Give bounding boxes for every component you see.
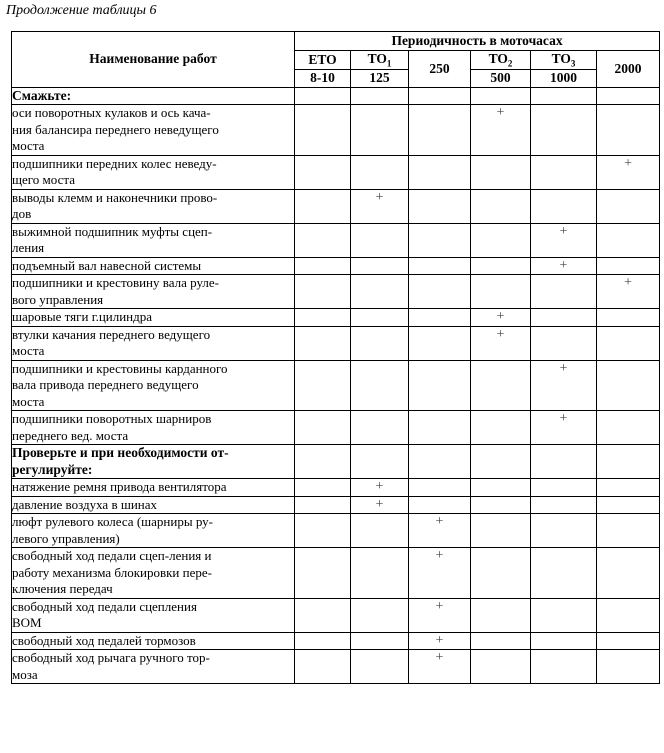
empty-cell <box>295 514 351 548</box>
work-name <box>12 360 295 411</box>
work-name-line: моста <box>12 343 45 359</box>
work-name <box>12 155 295 189</box>
mark-cell-plus: + <box>409 514 471 548</box>
empty-cell <box>471 598 531 632</box>
work-name-line: свободный ход педалей тормозов <box>12 632 196 648</box>
work-name <box>12 326 295 360</box>
mark-cell-plus: + <box>351 189 409 223</box>
empty-cell <box>351 309 409 327</box>
empty-cell <box>471 445 531 479</box>
work-name-line: свободный ход педали сцеп-ления и <box>12 548 212 564</box>
work-name <box>12 650 295 684</box>
table-row <box>12 275 660 309</box>
empty-cell <box>351 632 409 650</box>
header-col-eto: ЕТО <box>295 51 351 70</box>
empty-cell <box>597 189 660 223</box>
header-period-title: Периодичность в моточасах <box>295 32 660 51</box>
work-name-line: люфт рулевого колеса (шарниры ру- <box>12 514 213 530</box>
mark-cell-plus: + <box>597 275 660 309</box>
work-name-line: ния балансира переднего неведущего <box>12 121 219 137</box>
empty-cell <box>295 650 351 684</box>
empty-cell <box>295 257 351 275</box>
table-row <box>12 411 660 445</box>
header-col-2000: 2000 <box>597 51 660 88</box>
empty-cell <box>409 275 471 309</box>
empty-cell <box>471 479 531 497</box>
mark-cell-plus: + <box>409 548 471 599</box>
work-name-line: выводы клемм и наконечники прово- <box>12 189 218 205</box>
mark-cell-plus: + <box>531 360 597 411</box>
empty-cell <box>351 360 409 411</box>
table-row <box>12 257 660 275</box>
empty-cell <box>531 105 597 156</box>
header-col-to1: $ТО_1$ <box>351 51 409 70</box>
maintenance-table <box>11 31 660 684</box>
empty-cell <box>351 411 409 445</box>
empty-cell <box>471 189 531 223</box>
work-name-line: ления <box>12 240 45 256</box>
work-name-line: шаровые тяги г.цилиндра <box>12 309 153 325</box>
work-name <box>12 223 295 257</box>
empty-cell <box>597 445 660 479</box>
header-col-to1-hours: 125 <box>351 69 409 87</box>
empty-cell <box>471 548 531 599</box>
empty-cell <box>295 496 351 514</box>
empty-cell <box>409 189 471 223</box>
empty-cell <box>409 411 471 445</box>
work-name-line: подшипники передних колес неведу- <box>12 155 217 171</box>
table-body <box>12 87 660 684</box>
group-heading-line: Проверьте и при необходимости от- <box>12 445 229 461</box>
empty-cell <box>597 514 660 548</box>
empty-cell <box>409 87 471 105</box>
empty-cell <box>471 514 531 548</box>
work-name-line: ВОМ <box>12 615 42 631</box>
work-name-line: подшипники поворотных шарниров <box>12 411 212 427</box>
empty-cell <box>471 496 531 514</box>
empty-cell <box>351 223 409 257</box>
group-heading-line: Смажьте: <box>12 87 72 103</box>
work-name-line: вого управления <box>12 291 104 307</box>
empty-cell <box>531 548 597 599</box>
mark-cell-plus: + <box>351 496 409 514</box>
work-name <box>12 598 295 632</box>
empty-cell <box>531 326 597 360</box>
mark-cell-plus: + <box>531 257 597 275</box>
work-name-line: переднего вед. моста <box>12 427 129 443</box>
group-heading-line: регулируйте: <box>12 461 93 477</box>
work-name-line: моста <box>12 393 45 409</box>
work-name-line: подъемный вал навесной системы <box>12 257 202 273</box>
empty-cell <box>351 155 409 189</box>
header-col-eto-hours: 8-10 <box>295 69 351 87</box>
empty-cell <box>531 275 597 309</box>
empty-cell <box>409 155 471 189</box>
work-name <box>12 105 295 156</box>
empty-cell <box>597 548 660 599</box>
work-name-line: моста <box>12 138 45 154</box>
table-caption: Продолжение таблицы 6 <box>6 3 157 18</box>
header-name-col: Наименование работ <box>12 32 295 88</box>
empty-cell <box>295 632 351 650</box>
empty-cell <box>531 598 597 632</box>
empty-cell <box>597 598 660 632</box>
empty-cell <box>295 155 351 189</box>
empty-cell <box>295 223 351 257</box>
empty-cell <box>351 548 409 599</box>
empty-cell <box>295 479 351 497</box>
table-row <box>12 632 660 650</box>
table-row <box>12 650 660 684</box>
work-name <box>12 257 295 275</box>
work-name-line: вала привода переднего ведущего <box>12 377 199 393</box>
empty-cell <box>409 257 471 275</box>
work-name <box>12 309 295 327</box>
empty-cell <box>409 309 471 327</box>
empty-cell <box>471 360 531 411</box>
empty-cell <box>597 87 660 105</box>
header-col-to3: $ТО_3$ <box>531 51 597 70</box>
empty-cell <box>295 275 351 309</box>
empty-cell <box>351 650 409 684</box>
table-row <box>12 223 660 257</box>
empty-cell <box>531 155 597 189</box>
empty-cell <box>295 411 351 445</box>
empty-cell <box>409 496 471 514</box>
empty-cell <box>351 598 409 632</box>
empty-cell <box>295 309 351 327</box>
empty-cell <box>409 105 471 156</box>
empty-cell <box>531 514 597 548</box>
table-row <box>12 548 660 599</box>
mark-cell-plus: + <box>409 632 471 650</box>
work-name-line: моза <box>12 666 38 682</box>
table-row <box>12 514 660 548</box>
empty-cell <box>295 87 351 105</box>
mark-cell-plus: + <box>471 309 531 327</box>
empty-cell <box>597 309 660 327</box>
empty-cell <box>471 87 531 105</box>
mark-cell-plus: + <box>471 105 531 156</box>
work-name-line: подшипники и крестовину вала руле- <box>12 275 219 291</box>
work-name <box>12 189 295 223</box>
work-name <box>12 632 295 650</box>
empty-cell <box>351 87 409 105</box>
work-name-line: свободный ход педали сцепления <box>12 598 197 614</box>
table-row <box>12 479 660 497</box>
header-col-to2-hours: 500 <box>471 69 531 87</box>
mark-cell-plus: + <box>597 155 660 189</box>
work-name-line: оси поворотных кулаков и ось кача- <box>12 105 211 121</box>
empty-cell <box>597 223 660 257</box>
work-name <box>12 275 295 309</box>
empty-cell <box>351 275 409 309</box>
empty-cell <box>597 496 660 514</box>
empty-cell <box>531 309 597 327</box>
empty-cell <box>351 257 409 275</box>
empty-cell <box>597 360 660 411</box>
empty-cell <box>295 189 351 223</box>
mark-cell-plus: + <box>351 479 409 497</box>
header-col-250: 250 <box>409 51 471 88</box>
empty-cell <box>531 650 597 684</box>
mark-cell-plus: + <box>531 411 597 445</box>
group-heading <box>12 445 295 479</box>
empty-cell <box>531 479 597 497</box>
table-row <box>12 360 660 411</box>
table-row <box>12 496 660 514</box>
group-heading <box>12 87 295 105</box>
empty-cell <box>531 496 597 514</box>
work-name-line: натяжение ремня привода вентилятора <box>12 479 227 495</box>
empty-cell <box>531 632 597 650</box>
header-col-to3-hours: 1000 <box>531 69 597 87</box>
empty-cell <box>409 326 471 360</box>
work-name-line: выжимной подшипник муфты сцеп- <box>12 223 213 239</box>
empty-cell <box>409 445 471 479</box>
empty-cell <box>295 598 351 632</box>
work-name-line: ключения передач <box>12 581 113 597</box>
header-col-to2: $ТО_2$ <box>471 51 531 70</box>
empty-cell <box>295 105 351 156</box>
empty-cell <box>471 257 531 275</box>
table-row <box>12 309 660 327</box>
empty-cell <box>471 411 531 445</box>
work-name-line: свободный ход рычага ручного тор- <box>12 650 210 666</box>
empty-cell <box>471 223 531 257</box>
empty-cell <box>597 326 660 360</box>
empty-cell <box>597 479 660 497</box>
work-name-line: давление воздуха в шинах <box>12 496 158 512</box>
empty-cell <box>295 445 351 479</box>
empty-cell <box>597 105 660 156</box>
group-row <box>12 445 660 479</box>
work-name <box>12 548 295 599</box>
work-name-line: щего моста <box>12 172 75 188</box>
work-name-line: дов <box>12 206 32 222</box>
work-name-line: левого управления) <box>12 530 120 546</box>
group-row <box>12 87 660 105</box>
empty-cell <box>409 360 471 411</box>
work-name <box>12 496 295 514</box>
empty-cell <box>295 548 351 599</box>
mark-cell-plus: + <box>409 598 471 632</box>
mark-cell-plus: + <box>409 650 471 684</box>
empty-cell <box>351 514 409 548</box>
empty-cell <box>351 445 409 479</box>
table-row <box>12 598 660 632</box>
empty-cell <box>409 223 471 257</box>
empty-cell <box>471 650 531 684</box>
empty-cell <box>597 650 660 684</box>
empty-cell <box>409 479 471 497</box>
table-row <box>12 105 660 156</box>
empty-cell <box>295 360 351 411</box>
empty-cell <box>531 189 597 223</box>
empty-cell <box>351 105 409 156</box>
work-name <box>12 479 295 497</box>
work-name <box>12 514 295 548</box>
empty-cell <box>597 632 660 650</box>
work-name <box>12 411 295 445</box>
table-row <box>12 189 660 223</box>
empty-cell <box>351 326 409 360</box>
empty-cell <box>531 87 597 105</box>
empty-cell <box>471 632 531 650</box>
empty-cell <box>471 275 531 309</box>
empty-cell <box>597 257 660 275</box>
work-name-line: втулки качания переднего ведущего <box>12 326 211 342</box>
empty-cell <box>531 445 597 479</box>
table-row <box>12 155 660 189</box>
table-row <box>12 326 660 360</box>
mark-cell-plus: + <box>471 326 531 360</box>
empty-cell <box>471 155 531 189</box>
work-name-line: подшипники и крестовины карданного <box>12 360 228 376</box>
mark-cell-plus: + <box>531 223 597 257</box>
empty-cell <box>597 411 660 445</box>
work-name-line: работу механизма блокировки пере- <box>12 564 212 580</box>
empty-cell <box>295 326 351 360</box>
